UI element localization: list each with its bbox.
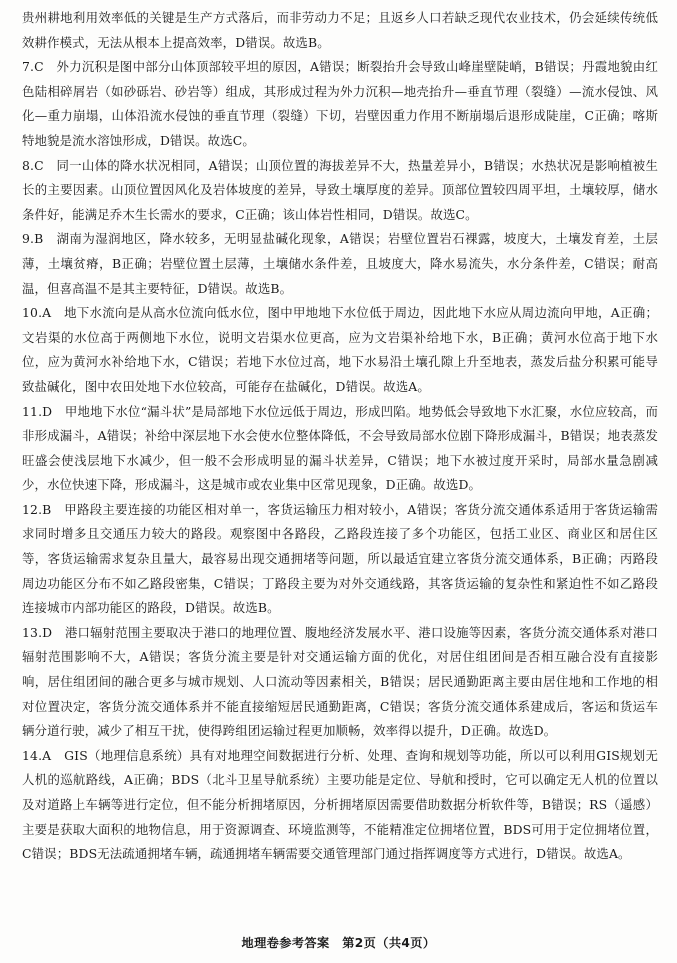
page-footer: 地理卷参考答案 第2页（共4页）: [241, 936, 436, 950]
answer-8: 8.C 同一山体的降水状况相同，A错误；山顶位置的海拔差异不大，热量差异小，B错误；水热状况是影响植被生长的主要因素。山顶位置因风化及岩体坡度的差异，导致土壤厚度的差异。顶部位置较四周平坦，土壤较厚，储水条件好，能满足乔木生长需水的要求，C正确；该山体岩性相同，D错误。故选C。: [22, 157, 658, 222]
answer-9: 9.B 湖南为湿润地区，降水较多，无明显盐碱化现象，A错误；岩壁位置岩石裸露，坡度大，土壤发育差，土层薄，土壤贫瘠，B正确；岩壁位置土层薄，土壤储水条件差，且坡度大，降水易流失，水分条件差，C错误；耐高温，但喜高温不是其主要特征，D错误。故选B。: [22, 231, 658, 296]
answer-12: 12.B 甲路段主要连接的功能区相对单一，客货运输压力相对较小，A错误；客货分流交通体系适用于客货运输需求同时增多且交通压力较大的路段。观察图中各路段，乙路段连接了多个功能区，包括工业区、商业区和居住区等，客货运输需求复杂且量大，最容易出现交通拥堵等问题，所以最适宜建立客货分流交通体系，B正确；丙路段周边功能区分布不如乙路段密集，C错误；丁路段主要为对外交通线路，其客货运输的复杂性和紧迫性不如乙路段连接城市内部功能区的路段，D错误。故选B。: [22, 501, 658, 616]
paragraph-6-end: 贵州耕地利用效率低的关键是生产方式落后，而非劳动力不足；且返乡人口若缺乏现代农业技术，仍会延续传统低效耕作模式，无法从根本上提高效率，D错误。故选B。: [22, 10, 658, 50]
answer-11: 11.D 甲地地下水位“漏斗状”是局部地下水位远低于周边，形成凹陷。地势低会导致地下水汇聚，水位应较高，而非形成漏斗，A错误；补给中深层地下水会使水位整体降低，不会导致局部水位剧下降形成漏斗，B错误；地表蒸发旺盛会使浅层地下水减少，但一般不会形成明显的漏斗状差异，C错误；地下水被过度开采时，局部水量急剧减少，水位快速下降，形成漏斗，这是城市或农业集中区常见现象，D正确。故选D。: [22, 403, 658, 493]
answer-content: [22, 6, 658, 867]
answer-13: 13.D 港口辐射范围主要取决于港口的地理位置、腹地经济发展水平、港口设施等因素，客货分流交通体系对港口辐射范围影响不大，A错误；客货分流主要是针对交通运输方面的优化，对居住组团间是否相互融合没有直接影响，居住组团间的融合更多与城市规划、人口流动等因素相关，B错误；居民通勤距离主要由居住地和工作地的相对位置决定，客货分流交通体系并不能直接缩短居民通勤距离，C错误；客货分流交通体系建成后，客运和货运车辆分道行驶，减少了相互干扰，使得跨组团运输过程更加顺畅，效率得以提升，D正确。故选D。: [22, 624, 658, 739]
answer-10: 10.A 地下水流向是从高水位流向低水位，图中甲地地下水位低于周边，因此地下水应从周边流向甲地，A正确；文岩渠的水位高于两侧地下水位，说明文岩渠水位更高，应为文岩渠补给地下水，B正确；黄河水位高于地下水位，应为黄河水补给地下水，C错误；若地下水位过高，地下水易沿土壤孔隙上升至地表，蒸发后盐分积累可能导致盐碱化，图中农田处地下水位较高，可能存在盐碱化，D错误。故选A。: [22, 305, 658, 394]
answer-7: 7.C 外力沉积是图中部分山体顶部较平坦的原因，A错误；断裂抬升会导致山峰崖壁陡峭，B错误；丹霞地貌由红色陆相碎屑岩（如砂砾岩、砂岩等）组成，其形成过程为外力沉积—地壳抬升—垂直节理（裂缝）—流水侵蚀、风化—重力崩塌，山体沿流水侵蚀的垂直节理（裂缝）下切，岩壁因重力作用不断崩塌后退形成陡崖，C正确；喀斯特地貌是流水溶蚀形成，D错误。故选C。: [22, 59, 658, 148]
answer-14: 14.A GIS（地理信息系统）具有对地理空间数据进行分析、处理、查询和规划等功能，所以可以利用GIS规划无人机的巡航路线，A正确；BDS（北斗卫星导航系统）主要功能是定位、导航和授时，它可以确定无人机的位置以及对道路上车辆等进行定位，但不能分析拥堵原因，分析拥堵原因需要借助数据分析软件等，B错误；RS（遥感）主要是获取大面积的地物信息，用于资源调查、环境监测等，不能精准定位拥堵位置，BDS可用于定位拥堵位置，C错误；BDS无法疏通拥堵车辆，疏通拥堵车辆需要交通管理部门通过指挥调度等方式进行，D错误。故选A。: [22, 747, 658, 862]
